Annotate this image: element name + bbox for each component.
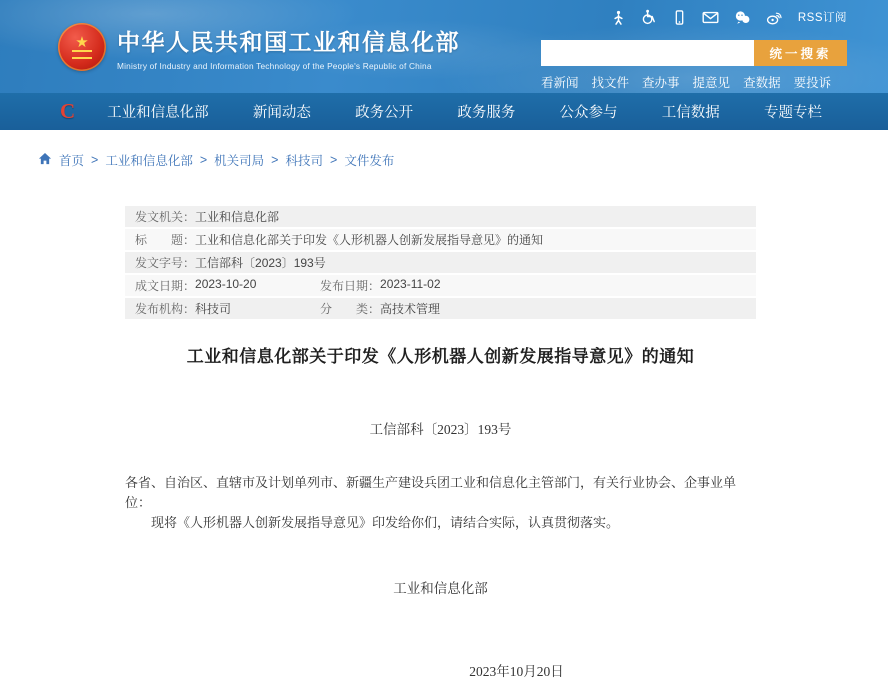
meta-label: 发布日期： bbox=[320, 279, 381, 293]
breadcrumb-home[interactable]: 首页 bbox=[59, 154, 85, 168]
breadcrumb-science-tech-dept[interactable]: 科技司 bbox=[285, 154, 323, 168]
weibo-icon[interactable] bbox=[766, 10, 783, 25]
quick-link-complaints[interactable]: 要投诉 bbox=[793, 76, 832, 90]
meta-row-title bbox=[125, 229, 756, 250]
meta-value: 工业和信息化部关于印发《人形机器人创新发展指导意见》的通知 bbox=[195, 233, 544, 247]
utility-icon-bar bbox=[611, 9, 847, 25]
meta-value: 2023-11-02 bbox=[380, 277, 441, 291]
site-title: 中华人民共和国工业和信息化部 bbox=[117, 28, 460, 55]
nav-item-data[interactable]: 工信数据 bbox=[661, 105, 720, 121]
meta-row-doc-number bbox=[125, 252, 756, 273]
meta-label: 标 题： bbox=[135, 233, 196, 247]
meta-label: 成文日期： bbox=[135, 279, 196, 293]
meta-label: 发文字号： bbox=[135, 256, 196, 270]
meta-value: 2023-10-20 bbox=[195, 277, 257, 291]
nav-item-miit[interactable]: 工业和信息化部 bbox=[107, 105, 209, 121]
home-icon[interactable] bbox=[38, 152, 52, 168]
meta-row-publisher-category bbox=[125, 298, 756, 319]
quick-link-services[interactable]: 查办事 bbox=[642, 76, 680, 90]
site-subtitle: Ministry of Industry and Information Technology of the People's Republic of China bbox=[117, 60, 432, 71]
document-title: 工业和信息化部关于印发《人形机器人创新发展指导意见》的通知 bbox=[186, 347, 695, 366]
nav-item-topics[interactable]: 专题专栏 bbox=[763, 105, 822, 121]
breadcrumb-separator: > bbox=[271, 153, 279, 167]
search-input[interactable] bbox=[541, 40, 754, 66]
breadcrumb bbox=[38, 151, 888, 169]
nav-item-news[interactable]: 新闻动态 bbox=[252, 105, 311, 121]
meta-value: 工业和信息化部 bbox=[195, 210, 280, 224]
national-emblem-icon: ★ bbox=[58, 23, 106, 71]
rss-subscribe-link[interactable]: RSS订阅 bbox=[797, 12, 847, 24]
document-content bbox=[125, 342, 756, 680]
search-area bbox=[541, 40, 847, 91]
meta-label: 分 类： bbox=[320, 302, 381, 316]
document-paragraph: 现将《人形机器人创新发展指导意见》印发给你们，请结合实际，认真贯彻落实。 bbox=[151, 515, 620, 530]
meta-row-issuing-authority bbox=[125, 206, 756, 227]
document-signature: 工业和信息化部 bbox=[393, 581, 488, 596]
document-number: 工信部科〔2023〕193号 bbox=[369, 422, 512, 437]
breadcrumb-miit[interactable]: 工业和信息化部 bbox=[105, 154, 193, 168]
site-banner bbox=[0, 0, 888, 93]
quick-link-news[interactable]: 看新闻 bbox=[541, 76, 579, 90]
wechat-icon[interactable] bbox=[734, 10, 751, 25]
main-nav bbox=[0, 93, 888, 130]
meta-value: 科技司 bbox=[195, 302, 232, 316]
mobile-icon[interactable] bbox=[672, 10, 687, 25]
breadcrumb-separator: > bbox=[199, 153, 208, 167]
site-brand[interactable] bbox=[58, 23, 460, 71]
elderly-mode-icon[interactable] bbox=[611, 10, 626, 25]
quick-link-suggestions[interactable]: 提意见 bbox=[692, 76, 731, 90]
accessibility-icon[interactable] bbox=[641, 9, 657, 25]
quick-link-data[interactable]: 查数据 bbox=[743, 76, 781, 90]
breadcrumb-separator: > bbox=[330, 153, 338, 167]
meta-label: 发文机关： bbox=[135, 210, 196, 224]
breadcrumb-document-release[interactable]: 文件发布 bbox=[344, 154, 395, 168]
meta-label: 发布机构： bbox=[135, 302, 196, 316]
mail-icon[interactable] bbox=[702, 10, 719, 25]
gov-c-logo-icon[interactable]: C bbox=[60, 99, 76, 123]
breadcrumb-departments[interactable]: 机关司局 bbox=[214, 154, 265, 168]
meta-row-dates bbox=[125, 275, 756, 296]
quick-link-documents[interactable]: 找文件 bbox=[591, 76, 630, 90]
document-paragraph: 各省、自治区、直辖市及计划单列市、新疆生产建设兵团工业和信息化主管部门，有关行业协会、企事业单位： bbox=[125, 475, 737, 510]
breadcrumb-separator: > bbox=[91, 153, 99, 167]
meta-value: 工信部科〔2023〕193号 bbox=[195, 256, 326, 270]
nav-item-participation[interactable]: 公众参与 bbox=[559, 105, 618, 121]
nav-item-disclosure[interactable]: 政务公开 bbox=[355, 105, 414, 121]
quick-links bbox=[541, 73, 847, 91]
unified-search-button[interactable]: 统一搜索 bbox=[754, 40, 847, 66]
meta-value: 高技术管理 bbox=[380, 302, 441, 316]
document-date: 2023年10月20日 bbox=[469, 664, 564, 679]
nav-item-services[interactable]: 政务服务 bbox=[457, 105, 516, 121]
document-meta-table bbox=[125, 206, 756, 319]
